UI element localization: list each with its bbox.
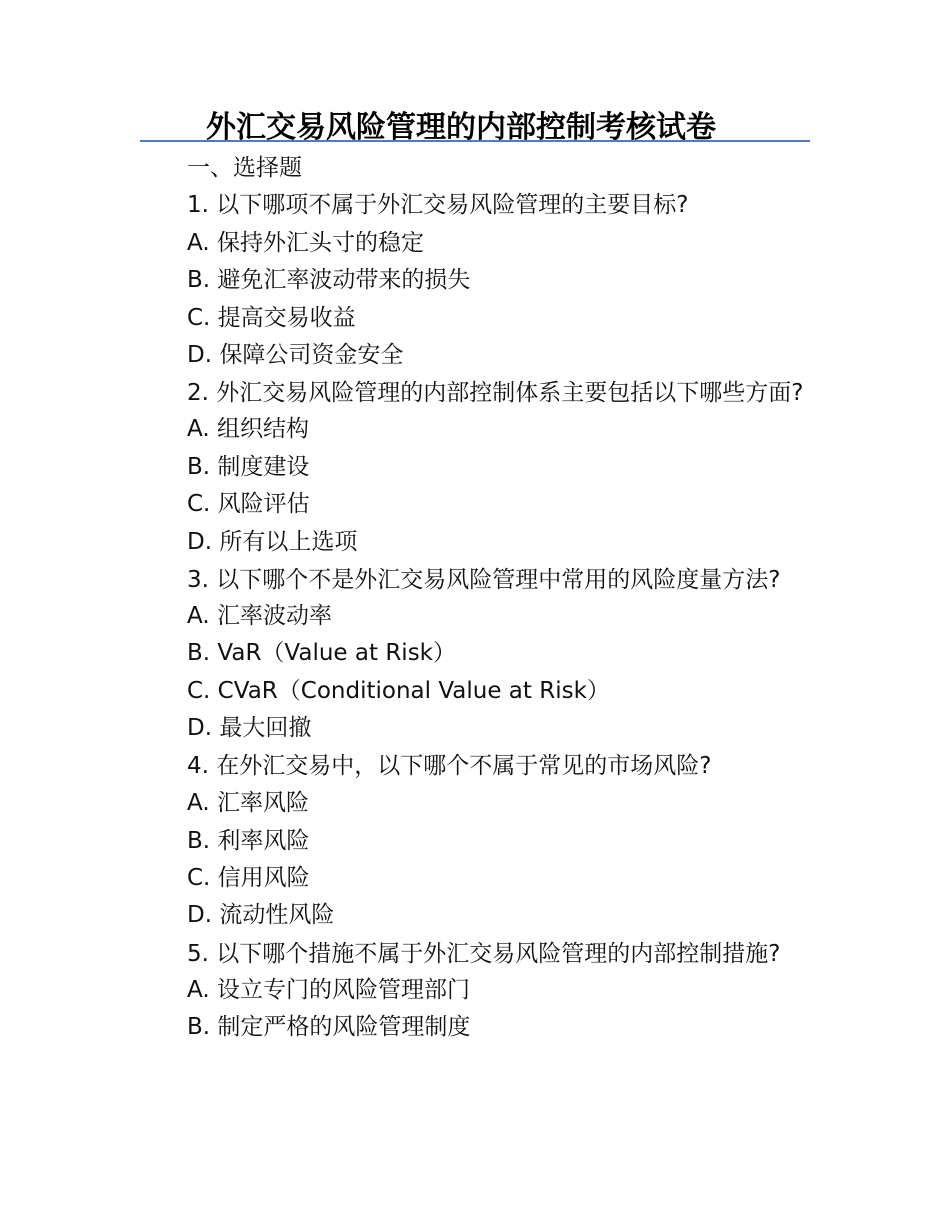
- option: A. 设立专门的风险管理部门: [187, 976, 470, 1003]
- option: D. 最大回撤: [187, 715, 312, 742]
- question-text: 2. 外汇交易风险管理的内部控制体系主要包括以下哪些方面?: [187, 380, 804, 407]
- question-3: [140, 561, 820, 748]
- section-heading: 一、选择题: [187, 155, 302, 181]
- title-block: [140, 100, 810, 145]
- question-text: 4. 在外汇交易中，以下哪个不属于常见的市场风险?: [187, 752, 712, 779]
- option: A. 汇率波动率: [187, 603, 332, 630]
- option: C. 提高交易收益: [187, 304, 356, 331]
- option: D. 保障公司资金安全: [187, 342, 404, 369]
- option: B. VaR（Value at Risk）: [187, 640, 456, 667]
- option: B. 利率风险: [187, 827, 310, 854]
- question-2: [140, 374, 820, 561]
- option: A. 汇率风险: [187, 790, 309, 817]
- question-text: 1. 以下哪项不属于外汇交易风险管理的主要目标?: [187, 192, 689, 219]
- page-title: 外汇交易风险管理的内部控制考核试卷: [206, 110, 716, 145]
- option: B. 制度建设: [187, 453, 310, 480]
- option: C. 风险评估: [187, 491, 310, 518]
- option: B. 避免汇率波动带来的损失: [187, 267, 471, 294]
- exam-content: [140, 150, 820, 1047]
- question-1: [140, 187, 820, 374]
- option: B. 制定严格的风险管理制度: [187, 1014, 471, 1041]
- option: C. 信用风险: [187, 864, 310, 891]
- question-4: [140, 748, 820, 935]
- question-5: [140, 935, 820, 1047]
- option: D. 所有以上选项: [187, 528, 358, 555]
- option: D. 流动性风险: [187, 902, 335, 929]
- question-text: 5. 以下哪个措施不属于外汇交易风险管理的内部控制措施?: [187, 940, 781, 967]
- option: A. 组织结构: [187, 416, 309, 443]
- question-text: 3. 以下哪个不是外汇交易风险管理中常用的风险度量方法?: [187, 567, 781, 594]
- option: C. CVaR（Conditional Value at Risk）: [187, 677, 610, 704]
- option: A. 保持外汇头寸的稳定: [187, 229, 424, 256]
